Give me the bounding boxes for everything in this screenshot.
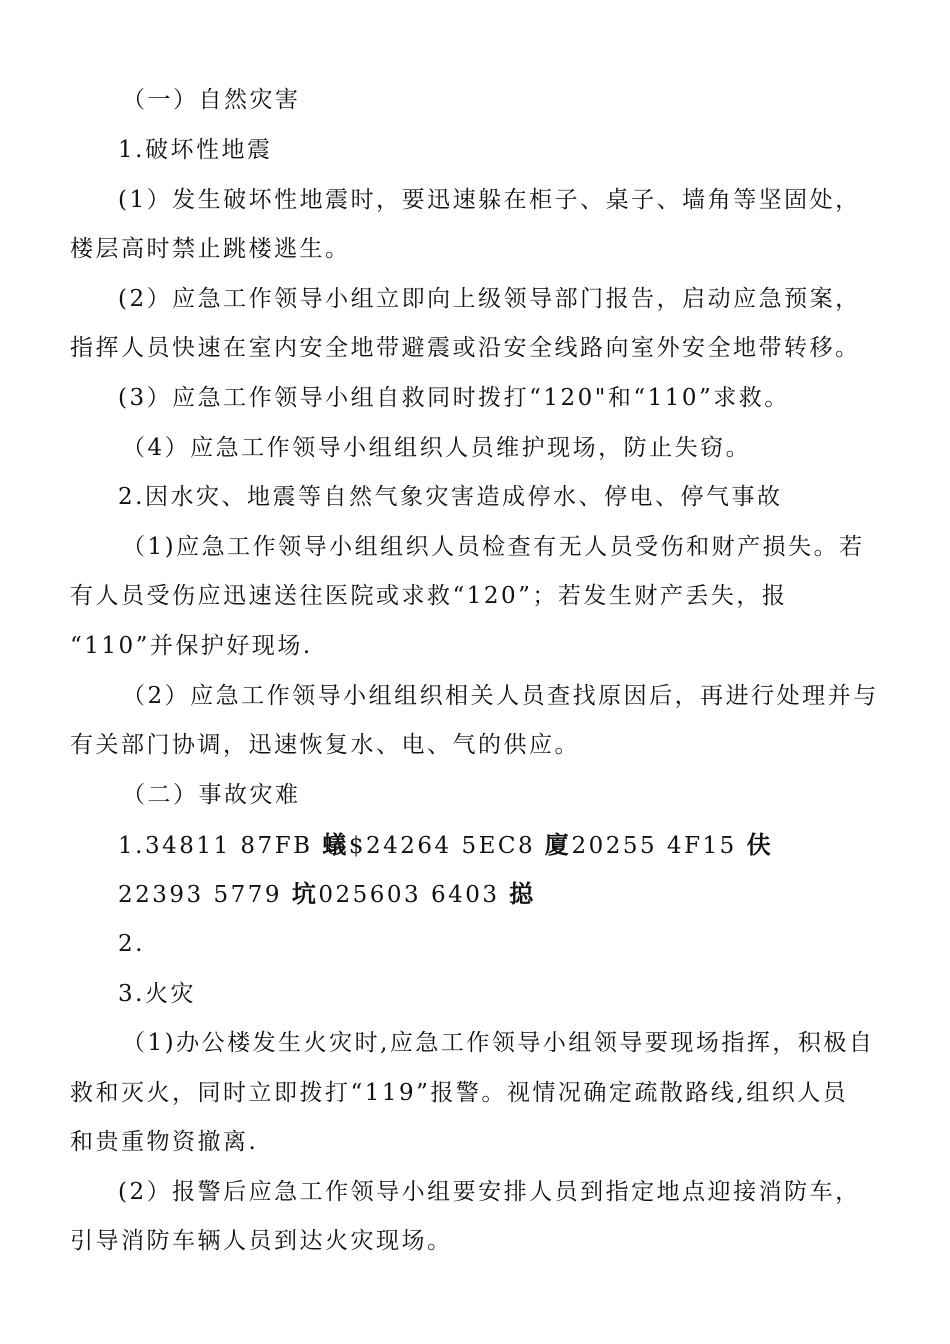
garbled-line bbox=[118, 879, 536, 910]
paragraph-line: 救和灭火，同时立即拨打“119”报警。视情况确定疏散路线,组织人员 bbox=[70, 1080, 849, 1106]
garbled-text: 025603 6403 bbox=[318, 882, 510, 908]
subsection-heading-outage: 2.因水灾、地震等自然气象灾害造成停水、停电、停气事故 bbox=[118, 484, 783, 510]
paragraph-line: 指挥人员快速在室内安全地带避震或沿安全线路向室外安全地带转移。 bbox=[70, 335, 861, 361]
paragraph-line: （1)应急工作领导小组组织人员检查有无人员受伤和财产损失。若 bbox=[122, 534, 865, 560]
subsection-heading-earthquake: 1.破坏性地震 bbox=[118, 137, 273, 163]
list-number: 2. bbox=[118, 931, 145, 957]
paragraph-line: (3）应急工作领导小组自救同时拨打“120"和“110”求救。 bbox=[118, 385, 790, 411]
paragraph-line: 引导消防车辆人员到达火灾现场。 bbox=[70, 1228, 453, 1254]
section-heading-accident-disaster: （二）事故灾难 bbox=[122, 782, 301, 808]
paragraph-line: 楼层高时禁止跳楼逃生。 bbox=[70, 236, 351, 262]
garbled-text: $24264 5EC8 bbox=[348, 833, 545, 859]
paragraph-line: 和贵重物资撤离. bbox=[70, 1129, 259, 1155]
garbled-glyph: 伕 bbox=[746, 831, 774, 859]
paragraph-line: （2）应急工作领导小组组织相关人员查找原因后，再进行处理并与 bbox=[122, 683, 879, 709]
subsection-heading-fire: 3.火灾 bbox=[118, 981, 196, 1007]
paragraph-line: (1）发生破坏性地震时，要迅速躲在柜子、桌子、墙角等坚固处， bbox=[118, 187, 861, 213]
garbled-text: 20255 4F15 bbox=[571, 833, 747, 859]
garbled-glyph: 蟻 bbox=[322, 831, 349, 859]
garbled-text: 1.34811 87FB bbox=[118, 833, 323, 859]
paragraph-line: （4）应急工作领导小组组织人员维护现场，防止失窃。 bbox=[122, 435, 752, 461]
paragraph-line: 有人员受伤应迅速送往医院或求救“120”；若发生财产丢失，报 bbox=[70, 583, 788, 609]
paragraph-line: 有关部门协调，迅速恢复水、电、气的供应。 bbox=[70, 732, 580, 758]
garbled-glyph: 廈 bbox=[544, 831, 572, 859]
paragraph-line: （1)办公楼发生火灾时,应急工作领导小组领导要现场指挥，积极自 bbox=[122, 1030, 875, 1056]
paragraph-line: (2）应急工作领导小组立即向上级领导部门报告，启动应急预案， bbox=[118, 286, 861, 312]
garbled-glyph: 坑 bbox=[291, 880, 319, 908]
garbled-text: 22393 5779 bbox=[118, 882, 292, 908]
paragraph-line: “110”并保护好现场. bbox=[70, 633, 313, 659]
section-heading-natural-disaster: （一）自然灾害 bbox=[122, 87, 301, 113]
paragraph-line: (2）报警后应急工作领导小组要安排人员到指定地点迎接消防车， bbox=[118, 1179, 861, 1205]
garbled-line bbox=[118, 830, 773, 861]
garbled-glyph: 搃 bbox=[509, 880, 536, 908]
